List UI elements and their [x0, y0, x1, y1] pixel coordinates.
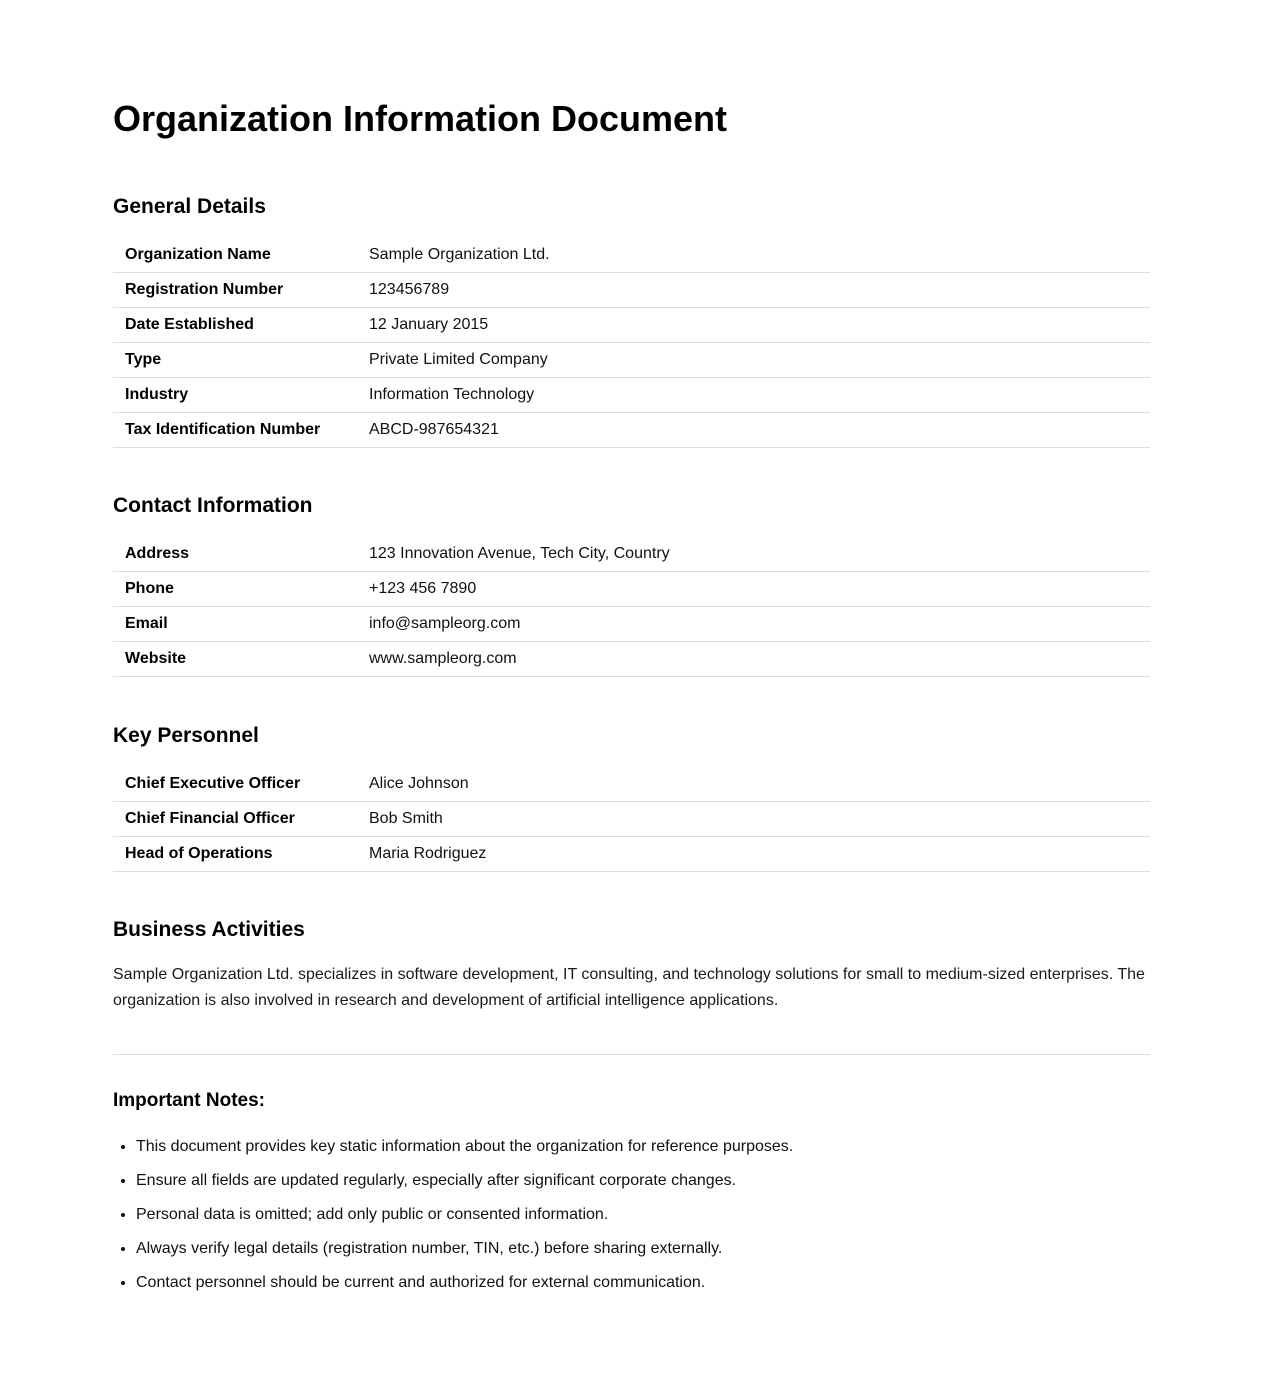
table-row: [113, 802, 1150, 837]
field-label: Address: [113, 537, 357, 572]
table-row: [113, 607, 1150, 642]
field-label: Type: [113, 343, 357, 378]
field-value: Alice Johnson: [357, 767, 1150, 802]
table-row: [113, 767, 1150, 802]
general-details-table: [113, 238, 1150, 448]
list-item: • Always verify legal details (registration number, TIN, etc.) before sharing externally.: [136, 1237, 1173, 1261]
section-heading-general: General Details: [113, 195, 266, 218]
field-label: Head of Operations: [113, 837, 357, 872]
field-label: Website: [113, 642, 357, 677]
table-row: [113, 343, 1150, 378]
table-row: [113, 308, 1150, 343]
field-value: 123456789: [357, 273, 1150, 308]
field-value: Maria Rodriguez: [357, 837, 1150, 872]
list-item: • Contact personnel should be current and authorized for external communication.: [136, 1271, 1173, 1295]
section-heading-business: Business Activities: [113, 918, 305, 941]
field-value: Private Limited Company: [357, 343, 1150, 378]
field-label: Tax Identification Number: [113, 413, 357, 448]
field-label: Chief Financial Officer: [113, 802, 357, 837]
field-value: 12 January 2015: [357, 308, 1150, 343]
field-label: Phone: [113, 572, 357, 607]
table-row: [113, 378, 1150, 413]
document-title: Organization Information Document: [113, 98, 728, 139]
table-row: [113, 413, 1150, 448]
list-item: • Ensure all fields are updated regularly, especially after significant corporate changes.: [136, 1169, 1173, 1193]
field-value: info@sampleorg.com: [357, 607, 1150, 642]
section-heading-contact: Contact Information: [113, 494, 313, 517]
section-heading-personnel: Key Personnel: [113, 724, 259, 747]
field-label: Industry: [113, 378, 357, 413]
field-value: 123 Innovation Avenue, Tech City, Country: [357, 537, 1150, 572]
contact-information-table: [113, 537, 1150, 677]
table-row: [113, 273, 1150, 308]
table-row: [113, 537, 1150, 572]
section-divider: [113, 1054, 1150, 1055]
business-activities-text: Sample Organization Ltd. specializes in software development, IT consulting, and technology solutions for small to medium-sized enterprises. The organization is also involved in research and development of artificial intelligence applications.: [113, 966, 1145, 1009]
field-value: Information Technology: [357, 378, 1150, 413]
field-value: +123 456 7890: [357, 572, 1150, 607]
notes-heading: Important Notes:: [113, 1090, 265, 1111]
table-row: [113, 572, 1150, 607]
field-label: Registration Number: [113, 273, 357, 308]
field-label: Chief Executive Officer: [113, 767, 357, 802]
field-value: Bob Smith: [357, 802, 1150, 837]
field-label: Email: [113, 607, 357, 642]
list-item: • Personal data is omitted; add only public or consented information.: [136, 1203, 1173, 1227]
table-row: [113, 642, 1150, 677]
field-value: ABCD-987654321: [357, 413, 1150, 448]
field-value: Sample Organization Ltd.: [357, 238, 1150, 273]
field-label: Date Established: [113, 308, 357, 343]
field-label: Organization Name: [113, 238, 357, 273]
table-row: [113, 837, 1150, 872]
field-value: www.sampleorg.com: [357, 642, 1150, 677]
notes-list: [113, 1135, 1173, 1305]
table-row: [113, 238, 1150, 273]
key-personnel-table: [113, 767, 1150, 872]
list-item: • This document provides key static information about the organization for reference purposes.: [136, 1135, 1173, 1159]
